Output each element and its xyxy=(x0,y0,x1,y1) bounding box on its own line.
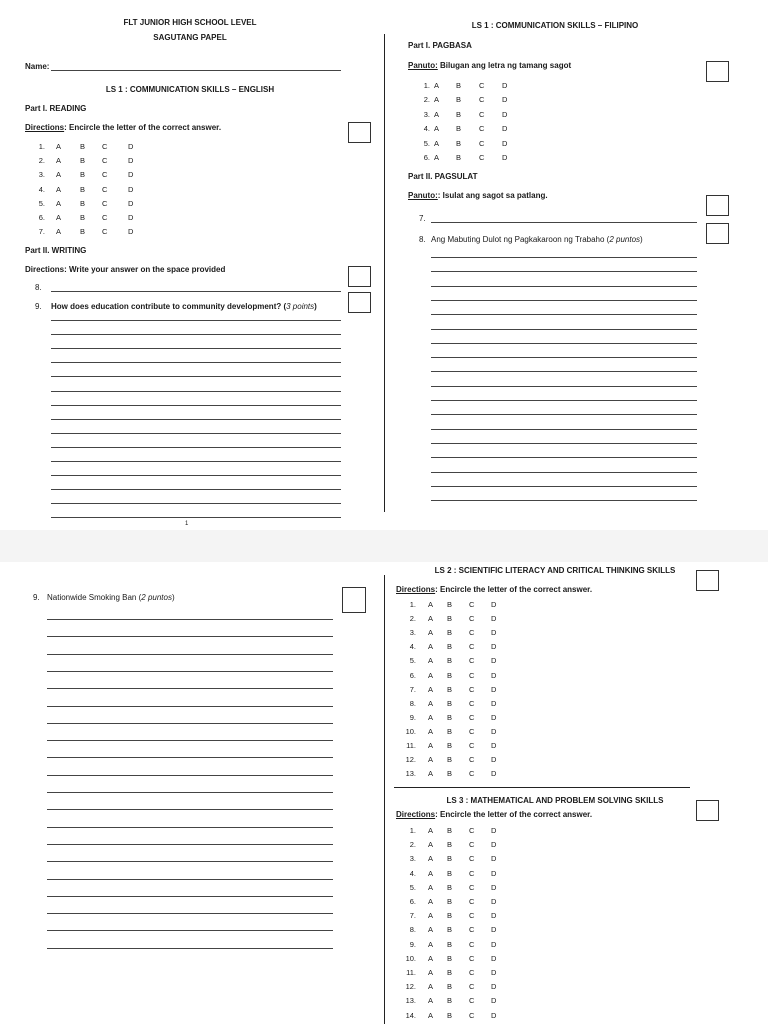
choice-d[interactable]: D xyxy=(491,755,497,765)
choice-d[interactable]: D xyxy=(491,826,497,835)
answer-line[interactable] xyxy=(51,461,341,462)
choice-d[interactable]: D xyxy=(502,81,508,90)
choice-a[interactable]: A xyxy=(428,755,434,765)
item-number: 2. xyxy=(409,614,416,624)
answer-line[interactable] xyxy=(47,757,333,758)
choice-a[interactable]: A xyxy=(428,968,434,977)
score-box[interactable] xyxy=(706,223,729,244)
answer-line[interactable] xyxy=(47,706,333,707)
item-number: 7. xyxy=(409,684,416,694)
answer-line[interactable] xyxy=(431,500,697,501)
choice-b[interactable]: B xyxy=(447,755,453,765)
answer-line[interactable] xyxy=(51,433,341,434)
answer-line[interactable] xyxy=(431,486,697,487)
choice-a[interactable]: A xyxy=(428,628,434,638)
part1-reading-heading: Part I. READING xyxy=(25,104,87,113)
choice-a[interactable]: A xyxy=(428,642,434,652)
choice-b[interactable]: B xyxy=(447,628,453,638)
answer-line[interactable] xyxy=(47,913,333,914)
section-title-ls3: LS 3 : MATHEMATICAL AND PROBLEM SOLVING SKILLS xyxy=(446,796,664,805)
name-field[interactable] xyxy=(51,70,341,71)
score-box[interactable] xyxy=(706,195,729,216)
part2-pagsulat-heading: Part II. PAGSULAT xyxy=(408,172,478,181)
choice-a[interactable]: A xyxy=(56,142,62,151)
score-box[interactable] xyxy=(348,122,371,143)
choice-a[interactable]: A xyxy=(428,684,434,694)
choice-a[interactable]: A xyxy=(428,600,434,609)
answer-line[interactable] xyxy=(51,348,341,349)
directions-reading: Directions: Encircle the letter of the correct answer. xyxy=(25,123,222,132)
answer-line[interactable] xyxy=(51,475,341,476)
choice-b[interactable]: B xyxy=(447,897,453,906)
answer-line[interactable] xyxy=(47,636,333,637)
item-number: 6. xyxy=(409,897,416,906)
choice-d[interactable]: D xyxy=(491,769,497,779)
answer-line[interactable] xyxy=(47,948,333,949)
choice-a[interactable]: A xyxy=(434,153,440,162)
item-number: 12. xyxy=(405,982,416,992)
choice-c[interactable]: C xyxy=(469,854,475,864)
choice-d[interactable]: D xyxy=(502,124,508,134)
choice-b[interactable]: B xyxy=(447,953,453,963)
choice-c[interactable]: C xyxy=(102,227,108,237)
item-number: 13. xyxy=(405,769,416,779)
choice-a[interactable]: A xyxy=(428,953,434,963)
choice-d[interactable]: D xyxy=(491,656,497,666)
choice-b[interactable]: B xyxy=(447,741,453,750)
choice-c[interactable]: C xyxy=(479,81,485,90)
answer-line[interactable] xyxy=(431,357,697,358)
choice-a[interactable]: A xyxy=(56,184,62,194)
score-box[interactable] xyxy=(696,570,719,591)
section-title-english: LS 1 : COMMUNICATION SKILLS – ENGLISH xyxy=(105,85,275,94)
choice-c[interactable]: C xyxy=(469,911,475,921)
choice-b[interactable]: B xyxy=(447,939,453,949)
choice-c[interactable]: C xyxy=(469,1010,475,1020)
answer-line[interactable] xyxy=(431,286,697,287)
item-number: 4. xyxy=(409,642,416,652)
item-9-number: 9. xyxy=(35,302,42,311)
choice-a[interactable]: A xyxy=(428,698,434,708)
choice-c[interactable]: C xyxy=(469,840,475,850)
choice-d[interactable]: D xyxy=(491,968,497,977)
choice-b[interactable]: B xyxy=(447,698,453,708)
part2-writing-heading: Part II. WRITING xyxy=(25,246,87,255)
choice-c[interactable]: C xyxy=(469,996,475,1006)
choice-a[interactable]: A xyxy=(56,213,62,222)
answer-line[interactable] xyxy=(47,861,333,862)
choice-c[interactable]: C xyxy=(469,826,475,835)
answer-line[interactable] xyxy=(431,443,697,444)
item-number: 1. xyxy=(423,81,430,90)
answer-line[interactable] xyxy=(51,320,341,321)
choice-a[interactable]: A xyxy=(56,227,62,237)
choice-b[interactable]: B xyxy=(447,726,453,736)
choice-c[interactable]: C xyxy=(469,769,475,779)
choice-a[interactable]: A xyxy=(428,656,434,666)
choice-a[interactable]: A xyxy=(428,670,434,680)
choice-b[interactable]: B xyxy=(80,198,86,208)
answer-line[interactable] xyxy=(51,391,341,392)
choice-a[interactable]: A xyxy=(428,712,434,722)
score-box[interactable] xyxy=(696,800,719,821)
item-number: 11. xyxy=(406,968,416,977)
answer-line[interactable] xyxy=(47,879,333,880)
choice-b[interactable]: B xyxy=(447,712,453,722)
choice-b[interactable]: B xyxy=(80,142,86,151)
choice-d[interactable]: D xyxy=(491,939,497,949)
choice-a[interactable]: A xyxy=(56,156,62,166)
choice-b[interactable]: B xyxy=(456,138,462,148)
section-title-ls2: LS 2 : SCIENTIFIC LITERACY AND CRITICAL THINKING SKILLS xyxy=(434,566,676,575)
answer-line[interactable] xyxy=(47,671,333,672)
choice-c[interactable]: C xyxy=(469,982,475,992)
choice-a[interactable]: A xyxy=(428,911,434,921)
answer-line[interactable] xyxy=(47,723,333,724)
choice-d[interactable]: D xyxy=(491,1010,497,1020)
choice-b[interactable]: B xyxy=(456,81,462,90)
choice-d[interactable]: D xyxy=(502,153,508,162)
answer-line[interactable] xyxy=(47,688,333,689)
answer-line[interactable] xyxy=(431,429,697,430)
score-box[interactable] xyxy=(706,61,729,82)
directions-ls2: Directions: Encircle the letter of the correct answer. xyxy=(396,585,593,594)
answer-line[interactable] xyxy=(47,930,333,931)
directions-writing: Directions: Write your answer on the space provided xyxy=(25,265,226,274)
choice-c[interactable]: C xyxy=(479,95,485,105)
choice-d[interactable]: D xyxy=(491,712,497,722)
choice-b[interactable]: B xyxy=(447,670,453,680)
page-gutter xyxy=(0,530,768,562)
answer-line[interactable] xyxy=(51,517,341,518)
choice-c[interactable]: C xyxy=(479,124,485,134)
choice-a[interactable]: A xyxy=(434,109,440,119)
choice-b[interactable]: B xyxy=(447,982,453,992)
choice-c[interactable]: C xyxy=(469,600,475,609)
choice-a[interactable]: A xyxy=(56,198,62,208)
panuto-pagbasa: Panuto: Bilugan ang letra ng tamang sagot xyxy=(408,61,572,70)
item-number: 5. xyxy=(423,138,430,148)
choice-c[interactable]: C xyxy=(469,656,475,666)
choice-a[interactable]: A xyxy=(56,170,62,180)
answer-line[interactable] xyxy=(431,371,697,372)
choice-d[interactable]: D xyxy=(491,684,497,694)
item-number: 5. xyxy=(38,198,45,208)
choice-c[interactable]: C xyxy=(102,184,108,194)
choice-d[interactable]: D xyxy=(491,670,497,680)
item-number: 13. xyxy=(405,996,416,1006)
item-number: 4. xyxy=(409,868,416,878)
choice-a[interactable]: A xyxy=(428,925,434,935)
answer-line[interactable] xyxy=(431,400,697,401)
item-number: 8. xyxy=(409,925,416,935)
choice-b[interactable]: B xyxy=(447,840,453,850)
choice-d[interactable]: D xyxy=(491,953,497,963)
choice-d[interactable]: D xyxy=(502,109,508,119)
choice-c[interactable]: C xyxy=(102,156,108,166)
item-9-question: How does education contribute to community development? (3 points) xyxy=(51,302,317,311)
answer-line[interactable] xyxy=(51,376,341,377)
choice-a[interactable]: A xyxy=(434,81,440,90)
choice-d[interactable]: D xyxy=(502,138,508,148)
choice-b[interactable]: B xyxy=(447,656,453,666)
choice-a[interactable]: A xyxy=(428,882,434,892)
answer-line[interactable] xyxy=(47,619,333,620)
item-number: 3. xyxy=(423,109,430,119)
choice-b[interactable]: B xyxy=(80,184,86,194)
item-number: 3. xyxy=(409,628,416,638)
answer-line[interactable] xyxy=(47,775,333,776)
choice-a[interactable]: A xyxy=(428,726,434,736)
item-7-answer-line[interactable] xyxy=(431,222,697,223)
item-number: 6. xyxy=(423,153,430,162)
answer-line[interactable] xyxy=(431,329,697,330)
item-number: 3. xyxy=(38,170,45,180)
choice-b[interactable]: B xyxy=(456,153,462,162)
choice-a[interactable]: A xyxy=(428,939,434,949)
choice-a[interactable]: A xyxy=(428,840,434,850)
choice-c[interactable]: C xyxy=(469,642,475,652)
item-number: 1. xyxy=(409,826,416,835)
choice-c[interactable]: C xyxy=(469,968,475,977)
choice-c[interactable]: C xyxy=(479,153,485,162)
item-8-answer-line[interactable] xyxy=(51,291,341,292)
choice-d[interactable]: D xyxy=(128,142,134,151)
choice-c[interactable]: C xyxy=(469,741,475,750)
score-box[interactable] xyxy=(342,587,366,613)
answer-line[interactable] xyxy=(431,414,697,415)
choice-c[interactable]: C xyxy=(469,712,475,722)
choice-b[interactable]: B xyxy=(447,911,453,921)
choice-c[interactable]: C xyxy=(479,138,485,148)
answer-line[interactable] xyxy=(431,314,697,315)
choice-a[interactable]: A xyxy=(428,614,434,624)
panuto-pagsulat: Panuto:: Isulat ang sagot sa patlang. xyxy=(408,191,548,200)
item-number: 6. xyxy=(38,213,45,222)
column-divider xyxy=(384,34,385,512)
choice-c[interactable]: C xyxy=(102,213,108,222)
item-number: 2. xyxy=(423,95,430,105)
choice-c[interactable]: C xyxy=(469,726,475,736)
choice-b[interactable]: B xyxy=(80,156,86,166)
choice-d[interactable]: D xyxy=(128,198,134,208)
item-9-question: Nationwide Smoking Ban (2 puntos) xyxy=(47,593,175,602)
part1-pagbasa-heading: Part I. PAGBASA xyxy=(408,41,472,50)
choice-d[interactable]: D xyxy=(491,741,497,750)
choice-d[interactable]: D xyxy=(128,156,134,166)
choice-b[interactable]: B xyxy=(447,882,453,892)
choice-d[interactable]: D xyxy=(491,614,497,624)
name-label: Name: xyxy=(25,62,50,71)
choice-c[interactable]: C xyxy=(469,939,475,949)
answer-line[interactable] xyxy=(431,343,697,344)
choice-d[interactable]: D xyxy=(491,600,497,609)
choice-c[interactable]: C xyxy=(469,614,475,624)
choice-c[interactable]: C xyxy=(469,684,475,694)
item-7-number: 7. xyxy=(419,214,426,223)
item-number: 2. xyxy=(38,156,45,166)
choice-c[interactable]: C xyxy=(469,628,475,638)
choice-b[interactable]: B xyxy=(447,642,453,652)
choice-c[interactable]: C xyxy=(102,198,108,208)
score-box[interactable] xyxy=(348,292,371,313)
choice-b[interactable]: B xyxy=(447,684,453,694)
choice-d[interactable]: D xyxy=(491,925,497,935)
choice-b[interactable]: B xyxy=(447,600,453,609)
score-box[interactable] xyxy=(348,266,371,287)
directions-ls3: Directions: Encircle the letter of the correct answer. xyxy=(396,810,593,819)
choice-d[interactable]: D xyxy=(491,868,497,878)
answer-line[interactable] xyxy=(47,896,333,897)
answer-line[interactable] xyxy=(431,457,697,458)
answer-line[interactable] xyxy=(51,419,341,420)
choice-d[interactable]: D xyxy=(491,698,497,708)
item-number: 5. xyxy=(409,882,416,892)
choice-a[interactable]: A xyxy=(428,996,434,1006)
choice-b[interactable]: B xyxy=(447,826,453,835)
answer-line[interactable] xyxy=(51,447,341,448)
choice-c[interactable]: C xyxy=(469,953,475,963)
answer-line[interactable] xyxy=(51,362,341,363)
choice-c[interactable]: C xyxy=(469,925,475,935)
answer-line[interactable] xyxy=(431,472,697,473)
item-number: 7. xyxy=(409,911,416,921)
choice-c[interactable]: C xyxy=(469,868,475,878)
choice-b[interactable]: B xyxy=(447,854,453,864)
item-number: 6. xyxy=(409,670,416,680)
choice-a[interactable]: A xyxy=(434,95,440,105)
choice-b[interactable]: B xyxy=(456,95,462,105)
choice-c[interactable]: C xyxy=(469,755,475,765)
item-number: 1. xyxy=(38,142,45,151)
item-number: 2. xyxy=(409,840,416,850)
answer-line[interactable] xyxy=(47,792,333,793)
choice-b[interactable]: B xyxy=(447,968,453,977)
item-number: 11. xyxy=(406,741,416,750)
answer-line[interactable] xyxy=(431,271,697,272)
choice-d[interactable]: D xyxy=(128,213,134,222)
choice-c[interactable]: C xyxy=(102,142,108,151)
item-number: 4. xyxy=(423,124,430,134)
item-number: 9. xyxy=(409,712,416,722)
item-number: 3. xyxy=(409,854,416,864)
choice-a[interactable]: A xyxy=(434,138,440,148)
choice-c[interactable]: C xyxy=(469,882,475,892)
choice-a[interactable]: A xyxy=(428,982,434,992)
choice-b[interactable]: B xyxy=(447,614,453,624)
item-number: 10. xyxy=(405,953,416,963)
item-number: 7. xyxy=(38,227,45,237)
choice-b[interactable]: B xyxy=(456,124,462,134)
sheet-title: SAGUTANG PAPEL xyxy=(153,33,227,42)
choice-d[interactable]: D xyxy=(491,911,497,921)
choice-d[interactable]: D xyxy=(502,95,508,105)
item-8-number: 8. xyxy=(35,283,42,292)
choice-a[interactable]: A xyxy=(428,769,434,779)
choice-d[interactable]: D xyxy=(128,184,134,194)
answer-line[interactable] xyxy=(47,809,333,810)
item-number: 9. xyxy=(409,939,416,949)
school-title: FLT JUNIOR HIGH SCHOOL LEVEL xyxy=(123,18,257,27)
answer-line[interactable] xyxy=(431,300,697,301)
choice-d[interactable]: D xyxy=(491,628,497,638)
answer-line[interactable] xyxy=(47,827,333,828)
choice-b[interactable]: B xyxy=(80,213,86,222)
choice-a[interactable]: A xyxy=(428,741,434,750)
page-number: 1 xyxy=(185,521,189,527)
choice-d[interactable]: D xyxy=(491,854,497,864)
choice-d[interactable]: D xyxy=(491,726,497,736)
choice-b[interactable]: B xyxy=(80,227,86,237)
choice-d[interactable]: D xyxy=(491,840,497,850)
choice-c[interactable]: C xyxy=(469,670,475,680)
choice-d[interactable]: D xyxy=(491,982,497,992)
choice-a[interactable]: A xyxy=(428,826,434,835)
choice-b[interactable]: B xyxy=(456,109,462,119)
choice-d[interactable]: D xyxy=(491,882,497,892)
choice-b[interactable]: B xyxy=(80,170,86,180)
choice-d[interactable]: D xyxy=(491,996,497,1006)
choice-c[interactable]: C xyxy=(479,109,485,119)
answer-line[interactable] xyxy=(47,740,333,741)
choice-d[interactable]: D xyxy=(128,227,134,237)
item-number: 10. xyxy=(405,726,416,736)
item-number: 1. xyxy=(409,600,416,609)
item-9-number: 9. xyxy=(33,593,40,602)
choice-c[interactable]: C xyxy=(469,698,475,708)
choice-a[interactable]: A xyxy=(428,897,434,906)
choice-b[interactable]: B xyxy=(447,996,453,1006)
answer-line[interactable] xyxy=(431,386,697,387)
choice-d[interactable]: D xyxy=(491,642,497,652)
item-number: 12. xyxy=(405,755,416,765)
choice-c[interactable]: C xyxy=(102,170,108,180)
answer-line[interactable] xyxy=(51,334,341,335)
choice-b[interactable]: B xyxy=(447,1010,453,1020)
choice-a[interactable]: A xyxy=(434,124,440,134)
item-8-number: 8. xyxy=(419,235,426,244)
choice-a[interactable]: A xyxy=(428,1010,434,1020)
answer-line[interactable] xyxy=(431,257,697,258)
item-number: 14. xyxy=(405,1010,416,1020)
choice-d[interactable]: D xyxy=(491,897,497,906)
choice-b[interactable]: B xyxy=(447,769,453,779)
item-number: 8. xyxy=(409,698,416,708)
answer-line[interactable] xyxy=(51,503,341,504)
column-divider xyxy=(384,575,385,1024)
answer-line[interactable] xyxy=(47,654,333,655)
choice-a[interactable]: A xyxy=(428,854,434,864)
section-separator xyxy=(394,787,690,788)
answer-line[interactable] xyxy=(51,405,341,406)
item-8-question: Ang Mabuting Dulot ng Pagkakaroon ng Trabaho (2 puntos) xyxy=(431,235,643,244)
choice-a[interactable]: A xyxy=(428,868,434,878)
answer-line[interactable] xyxy=(47,844,333,845)
choice-c[interactable]: C xyxy=(469,897,475,906)
choice-b[interactable]: B xyxy=(447,925,453,935)
choice-d[interactable]: D xyxy=(128,170,134,180)
section-title-filipino: LS 1 : COMMUNICATION SKILLS – FILIPINO xyxy=(471,21,639,30)
item-number: 4. xyxy=(38,184,45,194)
choice-b[interactable]: B xyxy=(447,868,453,878)
item-number: 5. xyxy=(409,656,416,666)
answer-line[interactable] xyxy=(51,489,341,490)
